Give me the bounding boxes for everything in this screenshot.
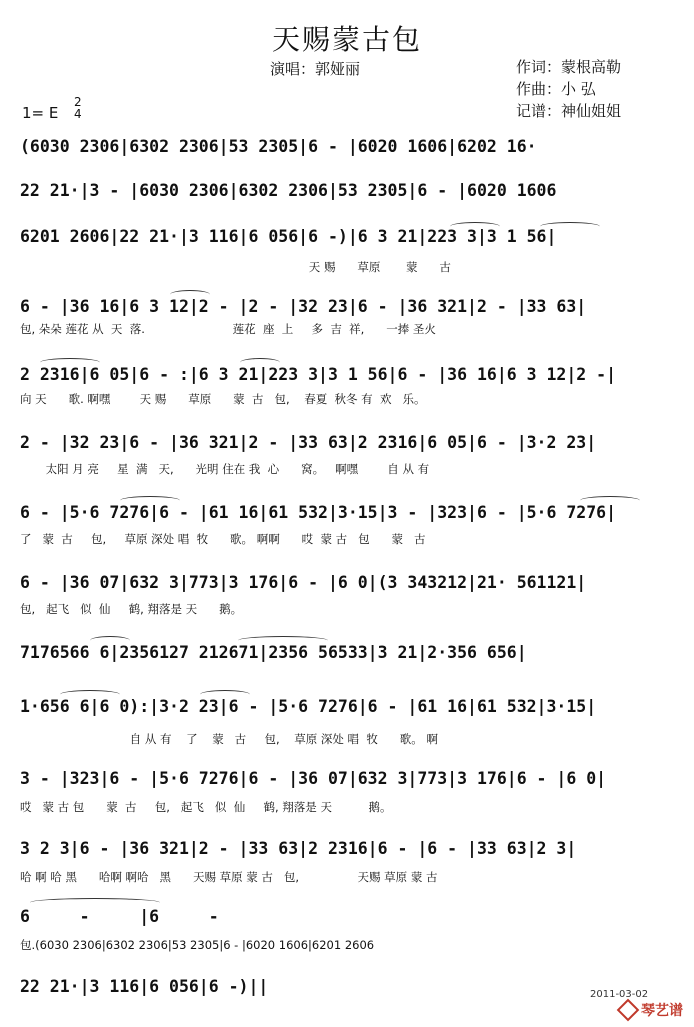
score-row-9: 7176566 6|2356127 212671|2356 56533|3 21|2·356 656| [20,643,527,662]
lyrics-row-10: 自 从 有 了 蒙 古 包, 草原 深处 唱 牧 歌。 啊 [20,732,438,746]
slur-mark [40,358,100,367]
composer-credit: 作曲：小 弘 [516,80,596,98]
lyrics-row-6: 太阳 月 亮 星 满 天, 光明 住在 我 心 窝。 啊嘿 自 从 有 [20,462,430,476]
score-row-6: 2 - |32 23|6 - |36 321|2 - |33 63|2 2316|6 05|6 - |3·2 23| [20,433,597,452]
score-row-12: 3 2 3|6 - |36 321|2 - |33 63|2 2316|6 - |6 - |33 63|2 3| [20,839,577,858]
score-row-7: 6 - |5·6 7276|6 - |61 16|61 532|3·15|3 - |323|6 - |5·6 7276| [20,503,617,522]
slur-mark [240,358,280,367]
lyricist-credit: 作词：蒙根高勒 [516,58,622,76]
time-signature-top: 2 [74,95,82,109]
slur-mark [60,690,120,699]
footer-date: 2011-03-02 [590,989,649,1000]
score-row-10: 1·656 6|6 0):|3·2 23|6 - |5·6 7276|6 - |61 16|61 532|3·15| [20,697,597,716]
song-title: 天赐蒙古包 [271,23,422,56]
slur-mark [90,636,130,645]
score-row-3: 6201 2606|22 21·|3 116|6 056|6 -)|6 3 21|223 3|3 1 56| [20,227,557,246]
lyrics-row-4: 包, 朵朵 莲花 从 天 落. 莲花 座 上 多 吉 祥, 一捧 圣火 [20,322,436,336]
brand-logo-text: 琴艺谱 [641,1003,683,1019]
lyrics-row-5: 向 天 歌. 啊嘿 天 赐 草原 蒙 古 包, 春夏 秋冬 有 欢 乐。 [20,392,426,406]
score-row-11: 3 - |323|6 - |5·6 7276|6 - |36 07|632 3|773|3 176|6 - |6 0| [20,769,607,788]
score-row-5: 2 2316|6 05|6 - :|6 3 21|223 3|3 1 56|6 - |36 16|6 3 12|2 -| [20,365,617,384]
score-row-13: 6 - |6 - [20,907,269,926]
lyrics-row-14: 包.(6030 2306|6302 2306|53 2305|6 - |6020 1606|6201 2606 [20,938,375,952]
slur-mark [30,898,160,907]
slur-mark [200,690,250,699]
lyrics-row-12: 哈 啊 哈 黑 哈啊 啊哈 黑 天赐 草原 蒙 古 包, 天赐 草原 蒙 古 [20,870,438,884]
score-row-15: 22 21·|3 116|6 056|6 -)|| [20,977,269,996]
key-signature: 1= E [22,104,59,122]
score-row-2: 22 21·|3 - |6030 2306|6302 2306|53 2305|6 - |6020 1606 [20,181,557,200]
singer-credit: 演唱：郭娅丽 [270,60,361,78]
score-row-1: (6030 2306|6302 2306|53 2305|6 - |6020 1606|6202 16· [20,137,537,156]
time-signature [74,96,82,120]
credits-block [516,56,621,122]
lyrics-row-7: 了 蒙 古 包, 草原 深处 唱 牧 歌。 啊啊 哎 蒙 古 包 蒙 古 [20,532,426,546]
slur-mark [120,496,180,505]
brand-logo-icon [617,999,640,1022]
brand-logo [620,1000,683,1020]
score-row-4: 6 - |36 16|6 3 12|2 - |2 - |32 23|6 - |36 321|2 - |33 63| [20,297,587,316]
lyrics-row-11: 哎 蒙 古 包 蒙 古 包, 起飞 似 仙 鹤, 翔落是 天 鹅。 [20,800,392,814]
slur-mark [580,496,640,505]
time-signature-bottom: 4 [74,107,82,121]
lyrics-row-8: 包, 起飞 似 仙 鹤, 翔落是 天 鹅。 [20,602,243,616]
score-row-8: 6 - |36 07|632 3|773|3 176|6 - |6 0|(3 343212|21· 561121| [20,573,587,592]
lyrics-row-3: 天 赐 草原 蒙 古 [20,260,451,274]
notation-credit: 记谱：神仙姐姐 [516,102,622,120]
slur-mark [170,290,210,299]
slur-mark [540,222,600,231]
slur-mark [238,636,328,645]
slur-mark [450,222,500,231]
